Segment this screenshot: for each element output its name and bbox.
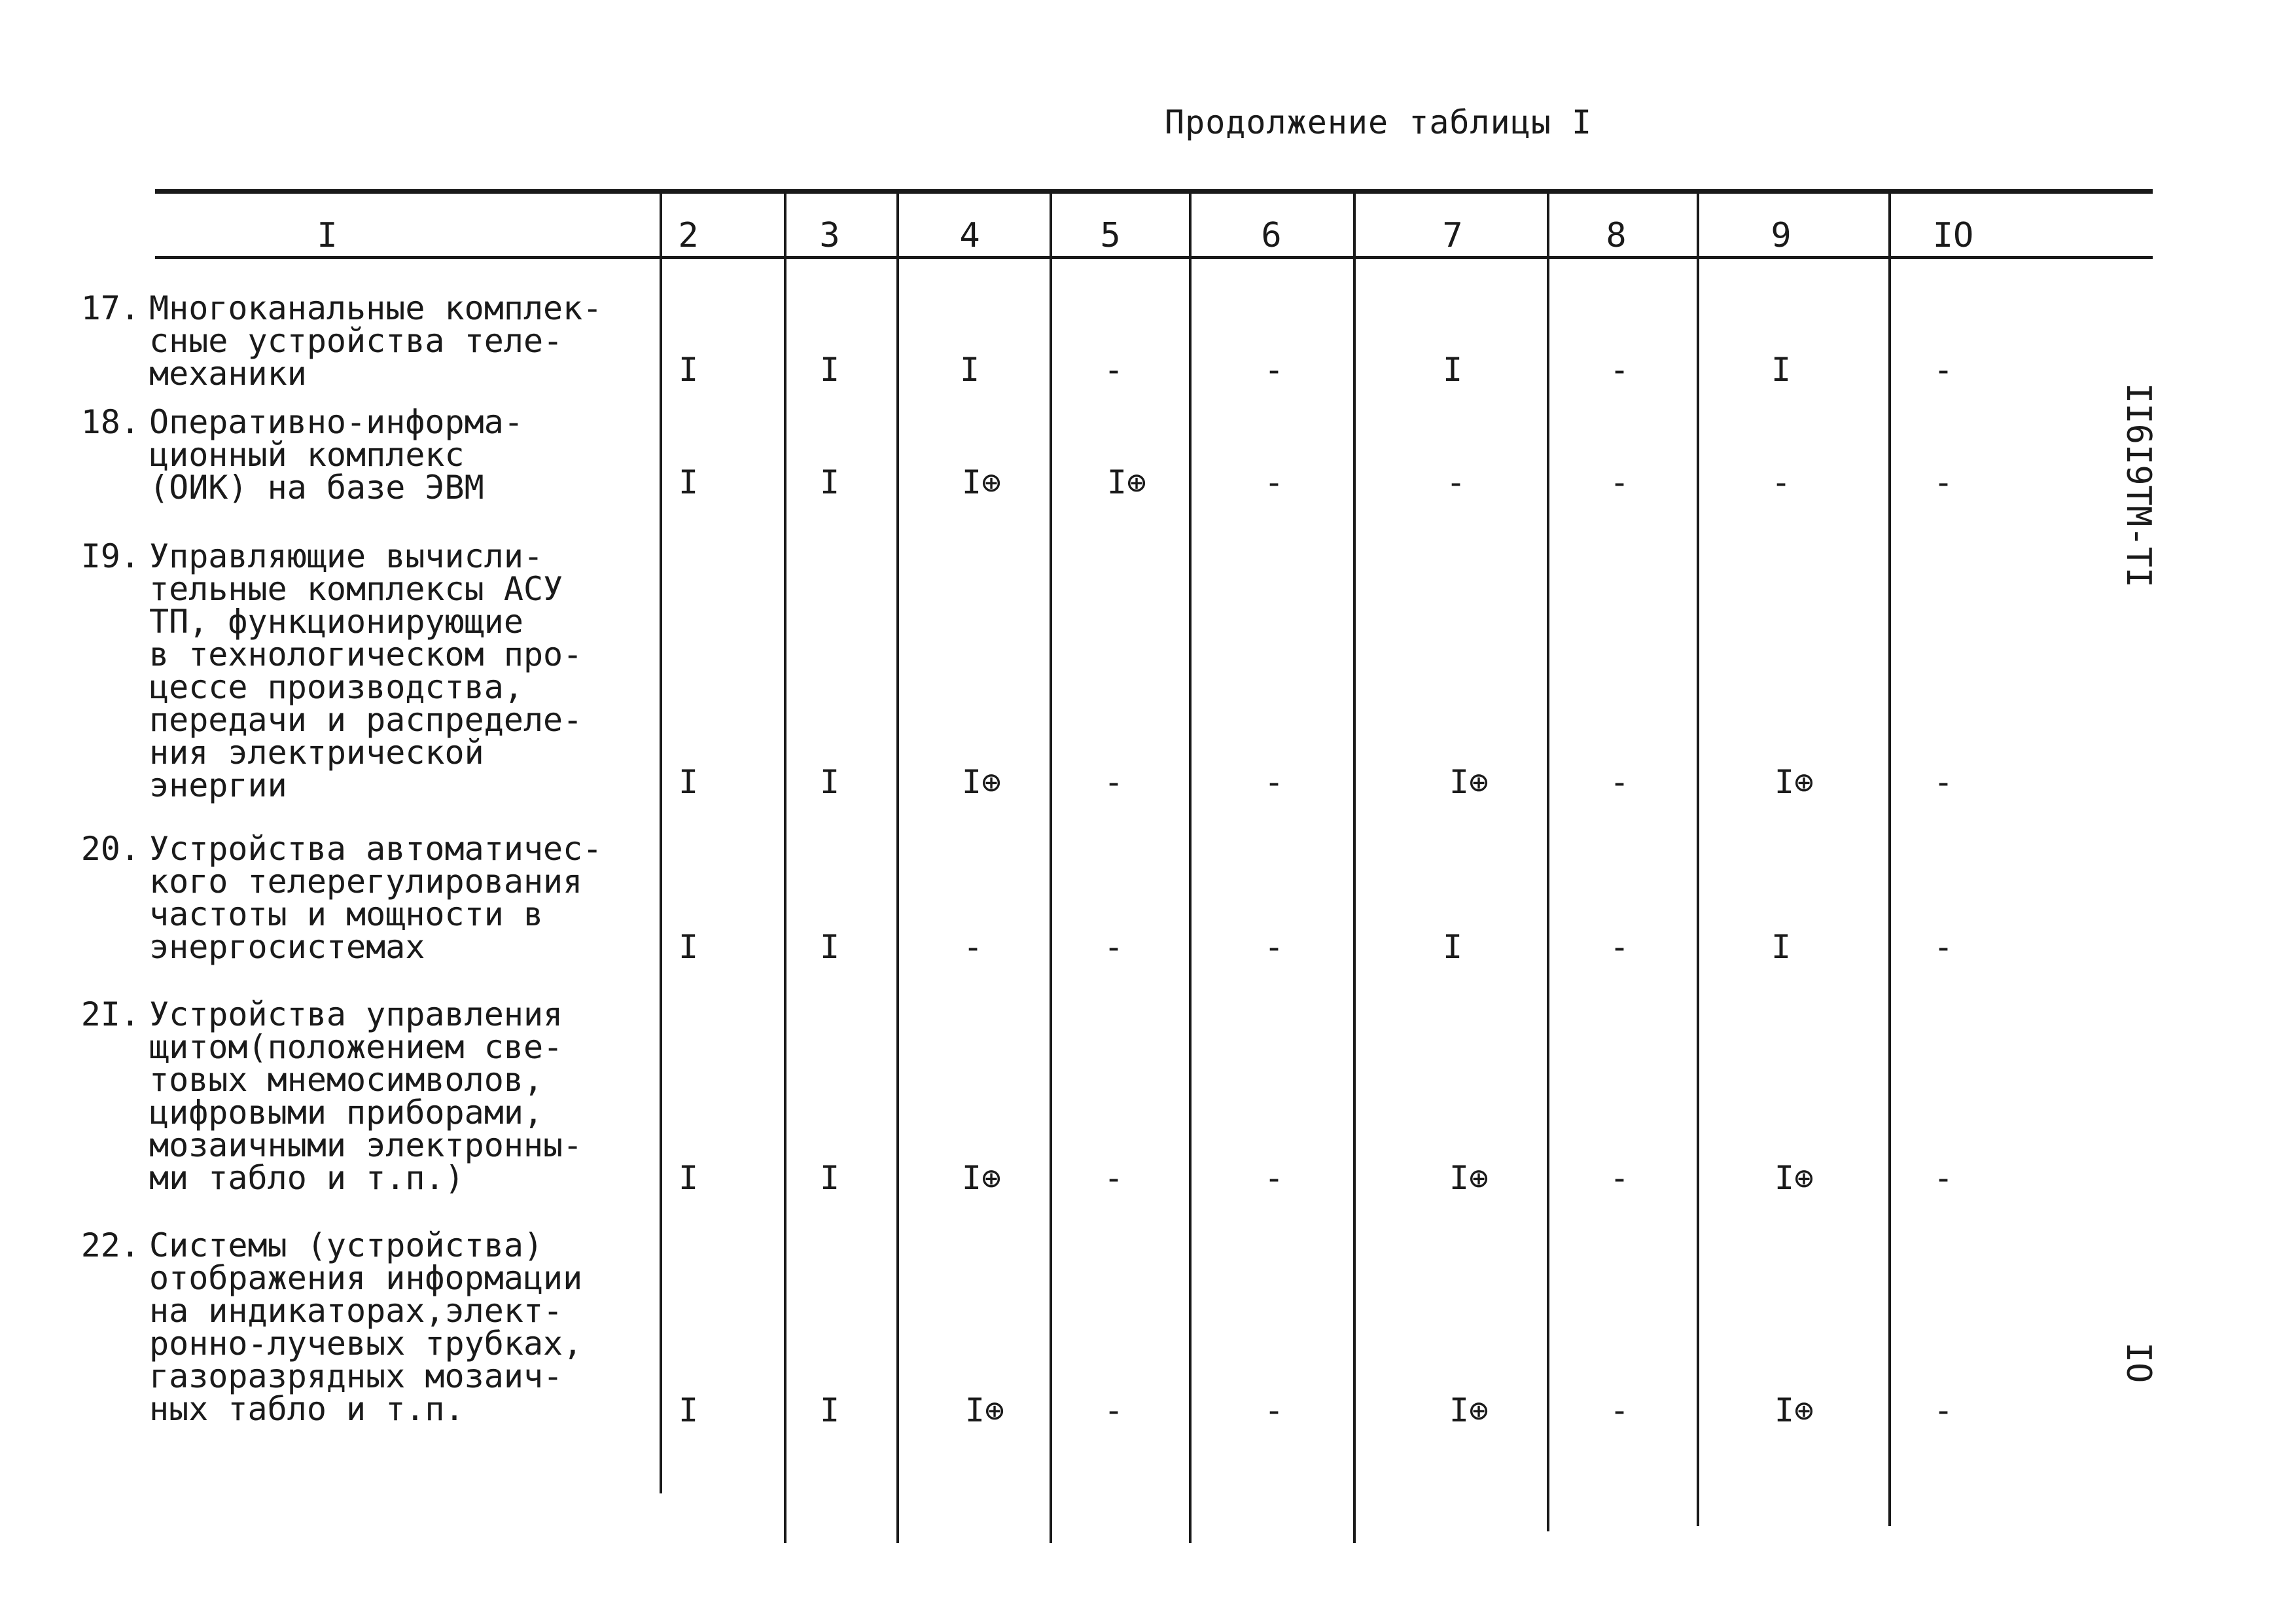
row-number: 22. bbox=[80, 1226, 140, 1264]
table-cell: - bbox=[1609, 763, 1630, 801]
row-text-line: Устройства автоматичес- bbox=[149, 830, 603, 868]
column-header: 4 bbox=[959, 216, 980, 255]
table-cell: I bbox=[819, 928, 840, 966]
table-row-label bbox=[80, 403, 692, 507]
table-cell: - bbox=[1103, 1159, 1124, 1197]
row-number: 18. bbox=[80, 403, 140, 441]
table-cell: I bbox=[1771, 351, 1792, 389]
table-cell: - bbox=[1263, 928, 1284, 966]
row-text-line: Системы (устройства) bbox=[149, 1226, 544, 1264]
table-cell: - bbox=[1933, 1391, 1954, 1429]
column-divider bbox=[1697, 191, 1699, 1526]
table-cell: I⊕ bbox=[1449, 1159, 1489, 1197]
table-cell: I bbox=[819, 463, 840, 501]
table-cell: I bbox=[678, 463, 699, 501]
table-cell: I bbox=[1442, 928, 1463, 966]
table-cell: - bbox=[1103, 928, 1124, 966]
table-cell: - bbox=[1933, 928, 1954, 966]
column-divider bbox=[1547, 191, 1549, 1531]
row-text-line: энергии bbox=[149, 766, 287, 804]
table-row-label bbox=[80, 1226, 692, 1428]
row-text-line: ных табло и т.п. bbox=[149, 1390, 465, 1428]
table-cell: - bbox=[963, 928, 983, 966]
column-header: 7 bbox=[1442, 216, 1463, 255]
row-text-line: ронно-лучевых трубках, bbox=[149, 1325, 583, 1363]
row-number: 2I. bbox=[80, 995, 140, 1033]
table-cell: I bbox=[678, 1391, 699, 1429]
column-divider bbox=[896, 191, 899, 1543]
table-cell: - bbox=[1933, 763, 1954, 801]
row-text-line: ния электрической bbox=[149, 734, 484, 772]
table-cell: I bbox=[678, 1159, 699, 1197]
table-cell: I bbox=[819, 763, 840, 801]
row-text-line: отображения информации bbox=[149, 1259, 583, 1297]
table-cell: I⊕ bbox=[1106, 463, 1147, 501]
row-text-line: механики bbox=[149, 355, 307, 393]
column-divider bbox=[1353, 191, 1356, 1543]
table-cell: - bbox=[1263, 351, 1284, 389]
column-header: 8 bbox=[1606, 216, 1627, 255]
document-code: II6I9TM-TI bbox=[2119, 383, 2158, 588]
row-text-line: в технологическом про- bbox=[149, 635, 583, 673]
column-divider bbox=[784, 191, 786, 1543]
table-cell: I bbox=[819, 351, 840, 389]
column-header: IO bbox=[1932, 216, 1974, 255]
column-header: 6 bbox=[1261, 216, 1282, 255]
row-text-line: Оперативно-информа- bbox=[149, 403, 523, 441]
table-cell: I⊕ bbox=[1449, 763, 1489, 801]
table-cell: I bbox=[959, 351, 980, 389]
table-cell: - bbox=[1263, 463, 1284, 501]
table-cell: I⊕ bbox=[961, 1159, 1002, 1197]
table-caption: Продолжение таблицы I bbox=[1165, 103, 1593, 141]
row-text-line: Управляющие вычисли- bbox=[149, 537, 544, 575]
row-text-line: товых мнемосимволов, bbox=[149, 1061, 544, 1099]
table-cell: I⊕ bbox=[1449, 1391, 1489, 1429]
column-header: 2 bbox=[678, 216, 699, 255]
row-text-line: передачи и распределе- bbox=[149, 701, 583, 739]
row-text-line: газоразрядных мозаич- bbox=[149, 1357, 563, 1395]
column-divider bbox=[1888, 191, 1891, 1526]
table-cell: - bbox=[1103, 763, 1124, 801]
row-text-line: ТП, функционирующие bbox=[149, 603, 523, 641]
table-cell: - bbox=[1263, 763, 1284, 801]
table-row-label bbox=[80, 830, 692, 966]
row-text-line: энергосистемах bbox=[149, 928, 425, 966]
top-rule bbox=[155, 189, 2153, 194]
row-text-line: мозаичными электронны- bbox=[149, 1126, 583, 1164]
table-cell: - bbox=[1933, 351, 1954, 389]
table-cell: I bbox=[819, 1391, 840, 1429]
row-text-line: (ОИК) на базе ЭВМ bbox=[149, 469, 484, 507]
row-number: I9. bbox=[80, 537, 140, 575]
table-cell: - bbox=[1609, 1391, 1630, 1429]
table-cell: - bbox=[1933, 1159, 1954, 1197]
row-text-line: Устройства управления bbox=[149, 995, 563, 1033]
table-cell: - bbox=[1933, 463, 1954, 501]
row-text-line: частоты и мощности в bbox=[149, 895, 544, 933]
table-cell: I bbox=[678, 928, 699, 966]
table-cell: - bbox=[1103, 351, 1124, 389]
row-text-line: ционный комплекс bbox=[149, 436, 465, 474]
row-text-line: сные устройства теле- bbox=[149, 322, 563, 360]
row-text-line: на индикаторах,элект- bbox=[149, 1292, 563, 1330]
column-header: 3 bbox=[819, 216, 840, 255]
column-header: I bbox=[317, 216, 338, 255]
table-cell: - bbox=[1609, 928, 1630, 966]
table-cell: - bbox=[1609, 463, 1630, 501]
table-cell: - bbox=[1609, 351, 1630, 389]
table-cell: I⊕ bbox=[1774, 1159, 1814, 1197]
header-rule bbox=[155, 256, 2153, 259]
table-cell: - bbox=[1445, 463, 1466, 501]
table-row-label bbox=[80, 995, 692, 1197]
table-cell: I bbox=[678, 351, 699, 389]
row-text-line: Многоканальные комплек- bbox=[149, 289, 603, 327]
table-cell: - bbox=[1771, 463, 1792, 501]
row-text-line: тельные комплексы АСУ bbox=[149, 570, 563, 608]
column-header: 9 bbox=[1771, 216, 1792, 255]
row-text-line: кого телерегулирования bbox=[149, 863, 583, 901]
table-cell: I bbox=[1442, 351, 1463, 389]
page-number: IO bbox=[2119, 1342, 2158, 1383]
column-divider bbox=[1189, 191, 1192, 1543]
table-cell: - bbox=[1263, 1391, 1284, 1429]
table-cell: I bbox=[819, 1159, 840, 1197]
table-cell: - bbox=[1263, 1159, 1284, 1197]
row-text-line: цессе производства, bbox=[149, 668, 523, 706]
column-divider bbox=[1050, 191, 1052, 1543]
table-row-label bbox=[80, 289, 692, 393]
row-text-line: ми табло и т.п.) bbox=[149, 1159, 465, 1197]
table-cell: I bbox=[678, 763, 699, 801]
row-number: 17. bbox=[80, 289, 140, 327]
column-header: 5 bbox=[1100, 216, 1121, 255]
table-cell: - bbox=[1103, 1391, 1124, 1429]
table-cell: I bbox=[1771, 928, 1792, 966]
table-cell: I⊕ bbox=[961, 763, 1002, 801]
table-cell: - bbox=[1609, 1159, 1630, 1197]
table-cell: I⊕ bbox=[1774, 763, 1814, 801]
row-number: 20. bbox=[80, 830, 140, 868]
row-text-line: щитом(положением све- bbox=[149, 1028, 563, 1066]
row-text-line: цифровыми приборами, bbox=[149, 1094, 544, 1132]
table-row-label bbox=[80, 537, 692, 804]
table-cell: I⊕ bbox=[964, 1391, 1005, 1429]
table-cell: I⊕ bbox=[961, 463, 1002, 501]
table-cell: I⊕ bbox=[1774, 1391, 1814, 1429]
